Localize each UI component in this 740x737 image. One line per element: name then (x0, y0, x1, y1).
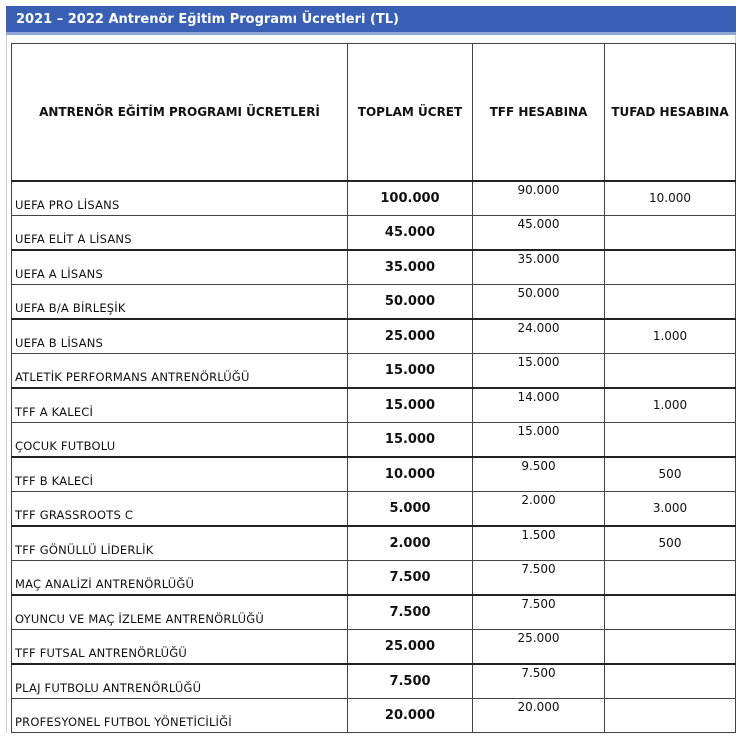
program-name-cell: UEFA PRO LİSANS (12, 181, 348, 216)
total-fee-cell: 15.000 (348, 422, 473, 457)
program-name-cell: TFF B KALECİ (12, 457, 348, 492)
table-row (12, 181, 736, 216)
total-fee-cell: 2.000 (348, 526, 473, 561)
tff-share-cell: 7.500 (473, 560, 605, 595)
program-name-cell: TFF A KALECİ (12, 388, 348, 423)
table-row (12, 491, 736, 526)
table-row (12, 215, 736, 250)
tff-share-cell: 7.500 (473, 595, 605, 630)
tufad-share-cell: 3.000 (605, 491, 736, 526)
tufad-share-cell (605, 422, 736, 457)
tufad-share-cell: 500 (605, 457, 736, 492)
fees-table (11, 43, 736, 733)
tufad-share-cell (605, 284, 736, 319)
tufad-share-cell: 10.000 (605, 181, 736, 216)
tufad-share-cell (605, 595, 736, 630)
tff-share-cell: 9.500 (473, 457, 605, 492)
program-name-cell: UEFA B LİSANS (12, 319, 348, 354)
tff-share-cell: 14.000 (473, 388, 605, 423)
tufad-share-cell: 1.000 (605, 319, 736, 354)
table-row (12, 526, 736, 561)
tufad-share-cell (605, 698, 736, 733)
program-name-cell: UEFA ELİT A LİSANS (12, 215, 348, 250)
program-name-cell: TFF FUTSAL ANTRENÖRLÜĞÜ (12, 629, 348, 664)
total-fee-cell: 35.000 (348, 250, 473, 285)
program-name-cell: PROFESYONEL FUTBOL YÖNETİCİLİĞİ (12, 698, 348, 733)
program-name-cell: PLAJ FUTBOLU ANTRENÖRLÜĞÜ (12, 664, 348, 699)
program-name-cell: TFF GRASSROOTS C (12, 491, 348, 526)
tff-share-cell: 2.000 (473, 491, 605, 526)
table-row (12, 284, 736, 319)
program-name-cell: ATLETİK PERFORMANS ANTRENÖRLÜĞÜ (12, 353, 348, 388)
tff-share-cell: 15.000 (473, 353, 605, 388)
total-fee-cell: 100.000 (348, 181, 473, 216)
program-name-cell: UEFA A LİSANS (12, 250, 348, 285)
table-row (12, 319, 736, 354)
tufad-share-cell (605, 629, 736, 664)
tff-share-cell: 90.000 (473, 181, 605, 216)
program-name-cell: TFF GÖNÜLLÜ LİDERLİK (12, 526, 348, 561)
header-tufad: TUFAD HESABINA (605, 44, 736, 181)
tff-share-cell: 7.500 (473, 664, 605, 699)
header-total: TOPLAM ÜCRET (348, 44, 473, 181)
total-fee-cell: 7.500 (348, 595, 473, 630)
program-name-cell: UEFA B/A BİRLEŞİK (12, 284, 348, 319)
tufad-share-cell: 1.000 (605, 388, 736, 423)
tff-share-cell: 50.000 (473, 284, 605, 319)
total-fee-cell: 20.000 (348, 698, 473, 733)
table-row (12, 353, 736, 388)
program-name-cell: OYUNCU VE MAÇ İZLEME ANTRENÖRLÜĞÜ (12, 595, 348, 630)
tff-share-cell: 45.000 (473, 215, 605, 250)
table-row (12, 422, 736, 457)
tff-share-cell: 25.000 (473, 629, 605, 664)
tff-share-cell: 24.000 (473, 319, 605, 354)
tufad-share-cell (605, 353, 736, 388)
total-fee-cell: 10.000 (348, 457, 473, 492)
header-tff: TFF HESABINA (473, 44, 605, 181)
title-bar (6, 6, 736, 35)
total-fee-cell: 15.000 (348, 353, 473, 388)
tufad-share-cell (605, 664, 736, 699)
tff-share-cell: 20.000 (473, 698, 605, 733)
table-row (12, 664, 736, 699)
total-fee-cell: 7.500 (348, 560, 473, 595)
tufad-share-cell (605, 250, 736, 285)
tufad-share-cell (605, 560, 736, 595)
header-program: ANTRENÖR EĞİTİM PROGRAMI ÜCRETLERİ (12, 44, 348, 181)
program-name-cell: ÇOCUK FUTBOLU (12, 422, 348, 457)
table-row (12, 388, 736, 423)
total-fee-cell: 7.500 (348, 664, 473, 699)
tff-share-cell: 1.500 (473, 526, 605, 561)
total-fee-cell: 15.000 (348, 388, 473, 423)
table-row (12, 560, 736, 595)
total-fee-cell: 50.000 (348, 284, 473, 319)
table-row (12, 629, 736, 664)
total-fee-cell: 45.000 (348, 215, 473, 250)
total-fee-cell: 25.000 (348, 629, 473, 664)
table-body (12, 181, 736, 733)
tufad-share-cell (605, 215, 736, 250)
tff-share-cell: 35.000 (473, 250, 605, 285)
total-fee-cell: 5.000 (348, 491, 473, 526)
table-row (12, 457, 736, 492)
tff-share-cell: 15.000 (473, 422, 605, 457)
header-row (12, 44, 736, 181)
program-name-cell: MAÇ ANALİZİ ANTRENÖRLÜĞÜ (12, 560, 348, 595)
tufad-share-cell: 500 (605, 526, 736, 561)
page-title: 2021 – 2022 Antrenör Eğitim Programı Ücretleri (TL) (16, 12, 399, 27)
table-row (12, 250, 736, 285)
table-row (12, 698, 736, 733)
total-fee-cell: 25.000 (348, 319, 473, 354)
table-row (12, 595, 736, 630)
